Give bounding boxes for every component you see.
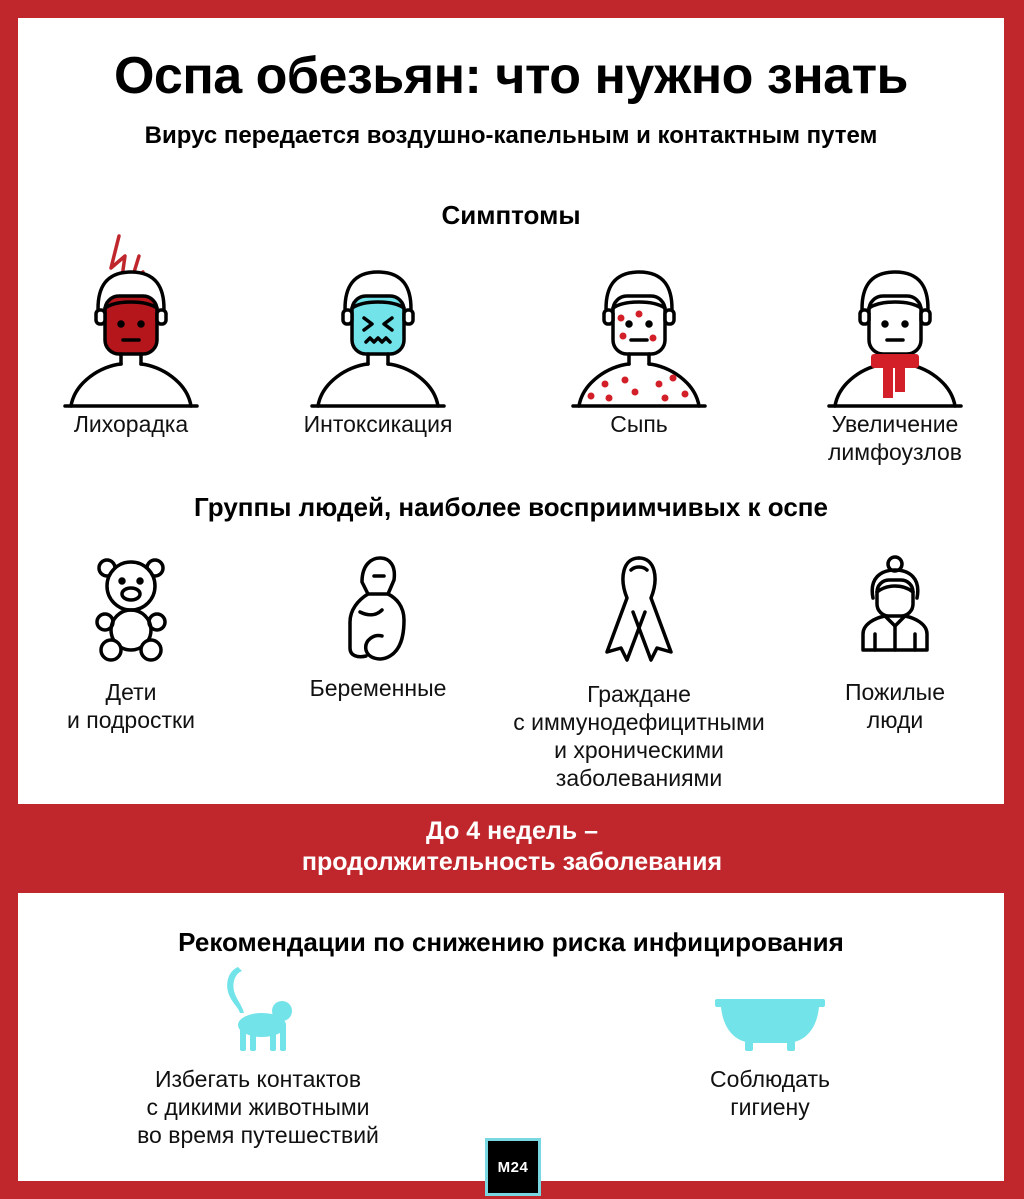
pregnant-woman-icon <box>338 554 418 664</box>
symptom-label-fever: Лихорадка <box>73 411 189 437</box>
risk-group-label-immunodeficient: Граждане с иммунодефицитными и хроническими заболеваниями <box>513 681 765 791</box>
symptoms-heading: Симптомы <box>441 200 581 230</box>
page-title: Оспа обезьян: что нужно знать <box>113 47 908 105</box>
info-panel-main <box>18 18 1004 804</box>
disease-duration-text: До 4 недель – продолжительность заболевания <box>301 817 723 876</box>
recommendation-label-hygiene: Соблюдать гигиену <box>710 1066 830 1120</box>
risk-group-label-elderly: Пожилые люди <box>844 679 946 733</box>
risk-group-immunodeficient <box>489 554 789 792</box>
elderly-woman-icon <box>855 554 935 664</box>
recommendation-avoid-animals <box>108 963 408 1149</box>
recommendations-heading: Рекомендации по снижению риска инфицирования <box>178 927 844 957</box>
risk-group-label-pregnant: Беременные <box>309 675 447 701</box>
risk-groups-heading: Группы людей, наиболее восприимчивых к оспе <box>194 492 828 522</box>
m24-logo <box>485 1138 541 1196</box>
risk-group-label-children: Дети и подростки <box>67 679 195 733</box>
awareness-ribbon-icon <box>599 554 679 664</box>
lymph-nodes-person-icon <box>825 234 965 410</box>
bathtub-icon <box>715 963 825 1059</box>
symptom-label-lymph-nodes: Увеличение лимфоузлов <box>827 411 962 465</box>
symptom-lymph-nodes <box>745 234 1024 466</box>
symptom-label-rash: Сыпь <box>610 411 668 437</box>
symptom-rash <box>489 234 789 438</box>
risk-group-pregnant <box>228 554 528 702</box>
fever-person-icon <box>61 234 201 410</box>
intoxication-person-icon <box>308 234 448 410</box>
page-subtitle: Вирус передается воздушно-капельным и контактным путем <box>144 122 878 149</box>
recommendation-label-avoid-animals: Избегать контактов с дикими животными во время путешествий <box>137 1066 379 1148</box>
risk-group-elderly <box>745 554 1024 734</box>
m24-logo-text: M24 <box>497 1158 529 1176</box>
symptom-label-intoxication: Интоксикация <box>303 411 453 437</box>
rash-person-icon <box>569 234 709 410</box>
recommendation-hygiene <box>620 963 920 1121</box>
teddy-bear-icon <box>91 554 171 664</box>
monkey-icon <box>218 963 298 1059</box>
symptom-intoxication <box>228 234 528 438</box>
